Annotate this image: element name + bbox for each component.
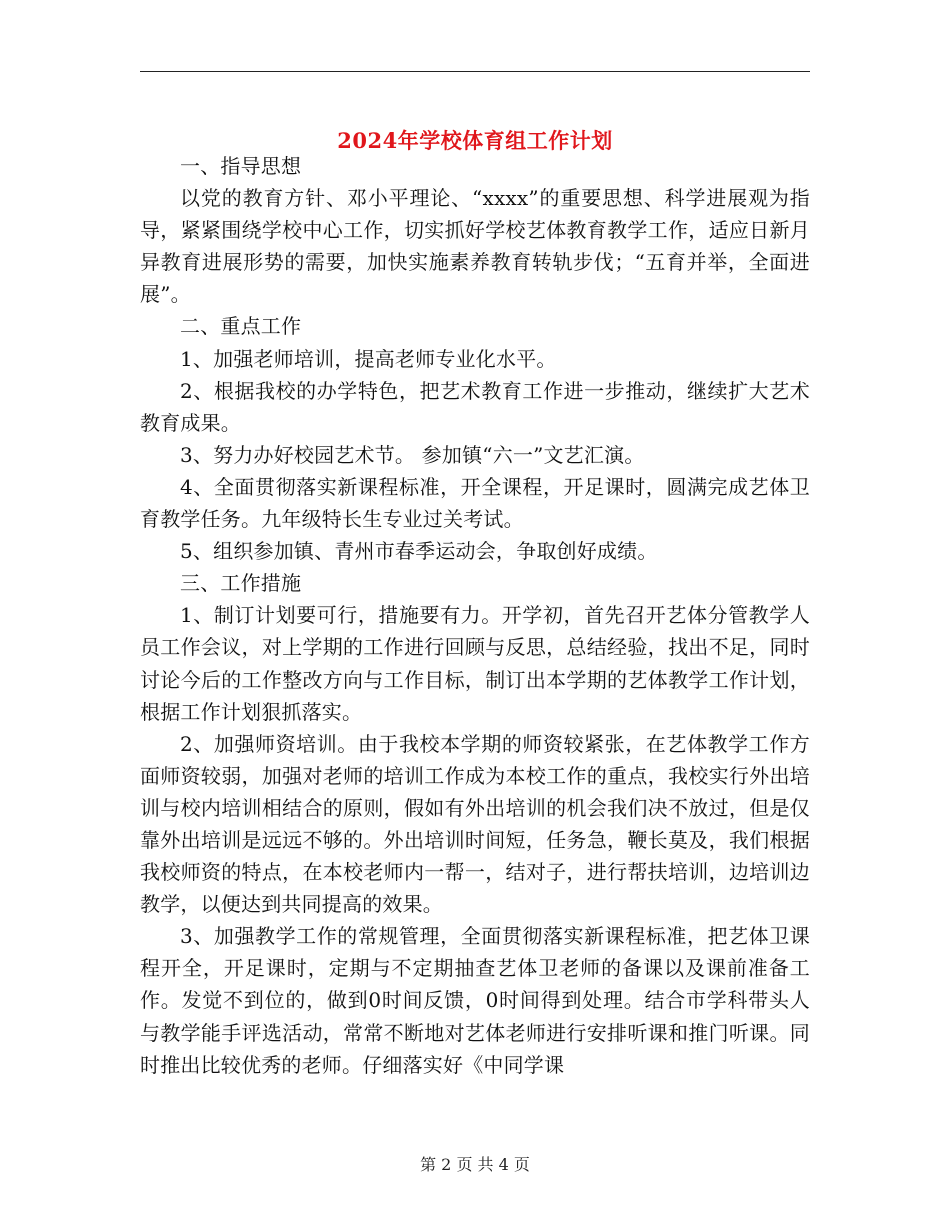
- section-heading-measures: 三、工作措施: [180, 571, 302, 596]
- section-heading-key-work: 二、重点工作: [180, 314, 302, 339]
- paragraph-key-work-3: 3、努力办好校园艺术节。 参加镇“六一”文艺汇演。: [180, 442, 645, 467]
- document-title: 2024年学校体育组工作计划: [337, 128, 613, 154]
- paragraph-key-work-1: 1、加强老师培训，提高老师专业化水平。: [180, 346, 557, 371]
- page-number-footer: 第 2 页 共 4 页: [420, 1155, 530, 1174]
- paragraph-key-work-4: 4、全面贯彻落实新课程标准，开全课程，开足课时，圆满完成艺体卫育教学任务。九年级特长生专业过关考试。: [140, 474, 810, 532]
- paragraph-key-work-5: 5、组织参加镇、青州市春季运动会，争取创好成绩。: [180, 539, 658, 564]
- paragraph-key-work-2: 2、根据我校的办学特色，把艺术教育工作进一步推动，继续扩大艺术教育成果。: [140, 378, 810, 435]
- section-heading-guiding-ideology: 一、指导思想: [180, 154, 302, 178]
- paragraph-guiding-ideology: 以党的教育方针、邓小平理论、“xxxx”的重要思想、科学进展观为指导，紧紧围绕学校中心工作，切实抓好学校艺体教育教学工作，适应日新月异教育进展形势的需要，加快实施素养教育转轨步伐；“五育并举，全面进展”。: [140, 186, 810, 307]
- document-body: [140, 150, 810, 1081]
- paragraph-measure-3: 3、加强教学工作的常规管理，全面贯彻落实新课程标准，把艺体卫课程开全，开足课时，定期与不定期抽查艺体卫老师的备课以及课前准备工作。发觉不到位的，做到0时间反馈，0时间得到处理。结合市学科带头人与教学能手评选活动，常常不断地对艺体老师进行安排听课和推门听课。同时推出比较优秀的老师。仔细落实好《中同学课: [140, 924, 810, 1077]
- header-rule: [140, 71, 810, 72]
- paragraph-measure-1: 1、制订计划要可行，措施要有力。开学初，首先召开艺体分管教学人员工作会议，对上学期的工作进行回顾与反思，总结经验，找出不足，同时讨论今后的工作整改方向与工作目标，制订出本学期的艺体教学工作计划，根据工作计划狠抓落实。: [140, 603, 810, 724]
- paragraph-measure-2: 2、加强师资培训。由于我校本学期的师资较紧张，在艺体教学工作方面师资较弱，加强对老师的培训工作成为本校工作的重点，我校实行外出培训与校内培训相结合的原则，假如有外出培训的机会我们决不放过，但是仅靠外出培训是远远不够的。外出培训时间短，任务急，鞭长莫及，我们根据我校师资的特点，在本校老师内一帮一，结对子，进行帮扶培训，边培训边教学，以便达到共同提高的效果。: [140, 731, 810, 917]
